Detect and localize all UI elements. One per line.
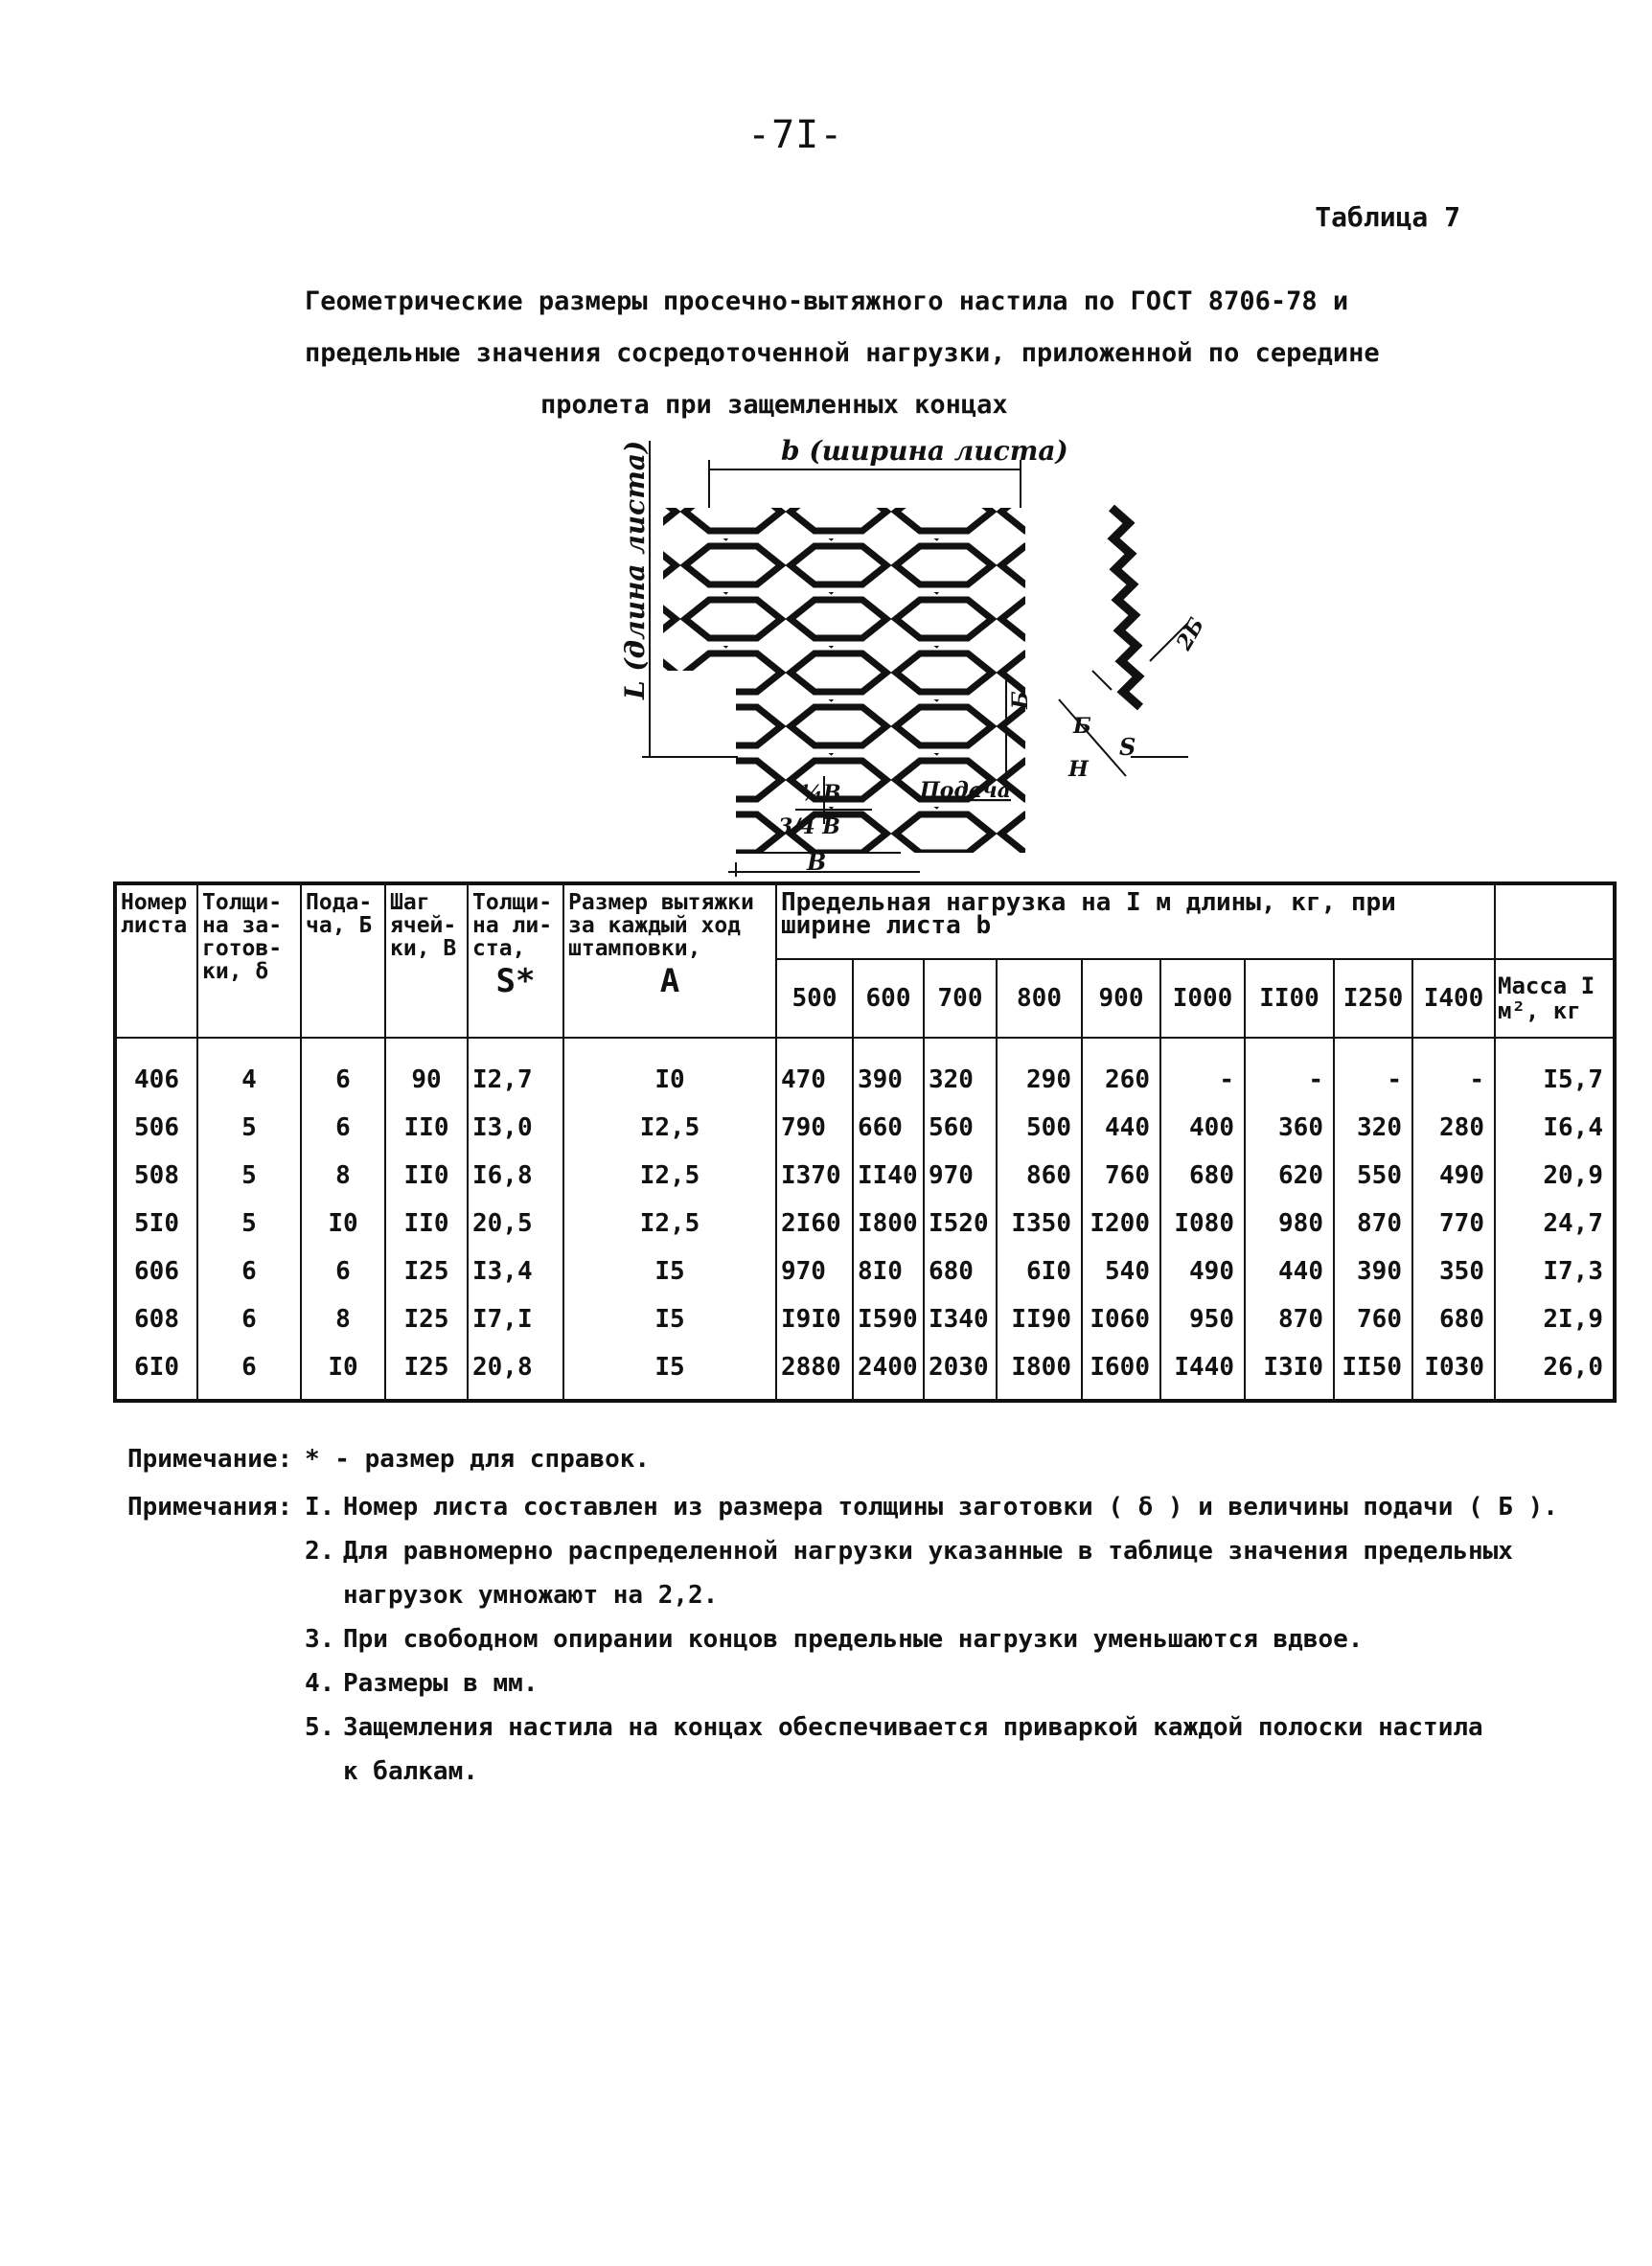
table-row — [115, 1104, 1615, 1152]
cell-load: 550 — [1334, 1152, 1412, 1200]
cell-cell-step: I25 — [385, 1295, 468, 1343]
cell-load: 8I0 — [853, 1247, 924, 1295]
cell-load: 390 — [853, 1038, 924, 1104]
note-label: Примечание: — [127, 1445, 293, 1474]
cell-load: 260 — [1082, 1038, 1160, 1104]
cell-load: 2400 — [853, 1343, 924, 1401]
notes — [127, 1437, 1565, 1794]
header-width-600: 600 — [853, 959, 924, 1038]
profile-b-label: Б — [1073, 714, 1091, 739]
cell-load: I520 — [924, 1200, 997, 1247]
cell-load: I370 — [776, 1152, 853, 1200]
table-row — [115, 1200, 1615, 1247]
cell-feed: 8 — [301, 1152, 385, 1200]
note-item-4 — [305, 1661, 1558, 1705]
header-width-900: 900 — [1082, 959, 1160, 1038]
cell-load: I3I0 — [1245, 1343, 1334, 1401]
cell-stretch-size: I2,5 — [563, 1200, 776, 1247]
cell-load: 500 — [997, 1104, 1082, 1152]
cell-load: - — [1160, 1038, 1245, 1104]
note-item-text: При свободном опирании концов предельные нагрузки уменьшаются вдвое. — [343, 1625, 1364, 1654]
cell-sheet-no: 5I0 — [115, 1200, 197, 1247]
cell-sheet-no: 508 — [115, 1152, 197, 1200]
table-title — [305, 276, 1378, 431]
cell-load: I800 — [853, 1200, 924, 1247]
header-width-1400: I400 — [1412, 959, 1495, 1038]
header-sheet-no: Номер листа — [115, 883, 197, 1038]
note-num: 4. — [305, 1669, 335, 1698]
step-label: B — [807, 848, 827, 876]
title-line-3: пролета при защемленных концах — [540, 390, 1008, 420]
note-item-5 — [305, 1705, 1558, 1750]
cell-load: 360 — [1245, 1104, 1334, 1152]
cell-load: 970 — [776, 1247, 853, 1295]
note-text: * - размер для справок. — [305, 1445, 651, 1474]
table-row — [115, 1295, 1615, 1343]
cell-stretch-size: I0 — [563, 1038, 776, 1104]
cell-thickness-blank: 4 — [197, 1038, 301, 1104]
note-reference — [127, 1437, 1565, 1481]
title-line-1: Геометрические размеры просечно-вытяжного настила по ГОСТ 8706-78 и — [305, 286, 1349, 316]
cell-sheet-no: 406 — [115, 1038, 197, 1104]
note-item-text: Защемления настила на концах обеспечивается приваркой каждой полоски настила — [343, 1713, 1483, 1742]
cell-load: 390 — [1334, 1247, 1412, 1295]
note-num: 5. — [305, 1713, 335, 1742]
three-quarter-step-label: 3/4 B — [778, 814, 840, 839]
cell-sheet-thickness: 20,8 — [468, 1343, 563, 1401]
feed-b-label: Б — [1008, 691, 1033, 709]
cell-load: 560 — [924, 1104, 997, 1152]
cell-load: 620 — [1245, 1152, 1334, 1200]
cell-stretch-size: I5 — [563, 1295, 776, 1343]
cell-mass: 2I,9 — [1495, 1295, 1615, 1343]
header-stretch-size — [563, 883, 776, 1038]
profile-2b-label: 2Б — [1171, 613, 1210, 654]
cell-load: 770 — [1412, 1200, 1495, 1247]
cell-sheet-thickness: 20,5 — [468, 1200, 563, 1247]
cell-sheet-no: 6I0 — [115, 1343, 197, 1401]
cell-load: 490 — [1412, 1152, 1495, 1200]
note-item-text: Размеры в мм. — [343, 1669, 539, 1698]
cell-load: I440 — [1160, 1343, 1245, 1401]
header-feed: Пода- ча, Б — [301, 883, 385, 1038]
cell-mass: I5,7 — [1495, 1038, 1615, 1104]
header-thickness-blank: Толщи- на за- готов- ки, δ — [197, 883, 301, 1038]
cell-cell-step: II0 — [385, 1200, 468, 1247]
cell-load: 680 — [1160, 1152, 1245, 1200]
cell-load: - — [1245, 1038, 1334, 1104]
cell-load: II40 — [853, 1152, 924, 1200]
note-num: 2. — [305, 1537, 335, 1566]
note-num: 3. — [305, 1625, 335, 1654]
cell-load: II50 — [1334, 1343, 1412, 1401]
header-width-700: 700 — [924, 959, 997, 1038]
cell-load: I350 — [997, 1200, 1082, 1247]
cell-thickness-blank: 6 — [197, 1295, 301, 1343]
cell-load: 680 — [924, 1247, 997, 1295]
page-number: -7I- — [747, 113, 844, 157]
drawing-svg — [575, 431, 1284, 881]
header-sheet-thickness-symbol: S* — [495, 962, 536, 1000]
header-sheet-thickness — [468, 883, 563, 1038]
cell-feed: 8 — [301, 1295, 385, 1343]
cell-load: 440 — [1082, 1104, 1160, 1152]
cell-feed: I0 — [301, 1343, 385, 1401]
cell-sheet-thickness: I3,0 — [468, 1104, 563, 1152]
cell-sheet-thickness: I7,I — [468, 1295, 563, 1343]
note-item-text: Для равномерно распределенной нагрузки указанные в таблице значения предельных — [343, 1537, 1513, 1566]
cell-thickness-blank: 6 — [197, 1343, 301, 1401]
header-width-500: 500 — [776, 959, 853, 1038]
cell-thickness-blank: 5 — [197, 1200, 301, 1247]
table-label: Таблица 7 — [1315, 201, 1460, 233]
cell-load: 660 — [853, 1104, 924, 1152]
cell-load: 470 — [776, 1038, 853, 1104]
cell-mass: 26,0 — [1495, 1343, 1615, 1401]
cell-load: 870 — [1245, 1295, 1334, 1343]
profile-s-label: S — [1119, 733, 1136, 761]
cell-load: - — [1412, 1038, 1495, 1104]
cell-thickness-blank: 5 — [197, 1104, 301, 1152]
cell-load: 970 — [924, 1152, 997, 1200]
header-mass-top — [1495, 883, 1615, 959]
cell-load: 320 — [1334, 1104, 1412, 1152]
cell-sheet-no: 608 — [115, 1295, 197, 1343]
note-item-2-cont: нагрузок умножают на 2,2. — [343, 1581, 719, 1610]
cell-load: 860 — [997, 1152, 1082, 1200]
note-item-3 — [305, 1617, 1558, 1661]
header-width-1000: I000 — [1160, 959, 1245, 1038]
side-profile — [1112, 508, 1140, 707]
length-label: L (длина листа) — [619, 440, 651, 699]
feed-label: Подача — [920, 778, 1011, 803]
cell-cell-step: 90 — [385, 1038, 468, 1104]
cell-load: 2030 — [924, 1343, 997, 1401]
cell-thickness-blank: 6 — [197, 1247, 301, 1295]
cell-load: 2880 — [776, 1343, 853, 1401]
profile-h-label: H — [1068, 757, 1089, 782]
table-row — [115, 1343, 1615, 1401]
expanded-metal-drawing — [575, 431, 1284, 881]
cell-sheet-thickness: I2,7 — [468, 1038, 563, 1104]
cell-load: 680 — [1412, 1295, 1495, 1343]
cell-stretch-size: I5 — [563, 1247, 776, 1295]
cell-load: 490 — [1160, 1247, 1245, 1295]
note-item-1 — [305, 1485, 1558, 1529]
cell-load: I600 — [1082, 1343, 1160, 1401]
cell-load: 2I60 — [776, 1200, 853, 1247]
quarter-step-label: ¼B — [801, 781, 841, 806]
table-body — [115, 1038, 1615, 1401]
cell-load: 790 — [776, 1104, 853, 1152]
note-item-2 — [305, 1529, 1558, 1573]
cell-load: 400 — [1160, 1104, 1245, 1152]
header-load-group: Предельная нагрузка на I м длины, кг, при ширине листа b — [776, 883, 1495, 959]
cell-load: I9I0 — [776, 1295, 853, 1343]
cell-thickness-blank: 5 — [197, 1152, 301, 1200]
load-table — [113, 881, 1617, 1403]
note-item-text: Номер листа составлен из размера толщины заготовки ( δ ) и величины подачи ( Б ). — [343, 1493, 1558, 1522]
header-sheet-thickness-text: Толщи- на ли- ста, — [472, 890, 553, 961]
title-line-2: предельные значения сосредоточенной нагрузки, приложенной по середине — [305, 338, 1380, 368]
cell-mass: I6,4 — [1495, 1104, 1615, 1152]
cell-load: II90 — [997, 1295, 1082, 1343]
cell-load: I080 — [1160, 1200, 1245, 1247]
cell-cell-step: II0 — [385, 1152, 468, 1200]
header-stretch-symbol: A — [659, 962, 680, 1000]
table-row — [115, 1038, 1615, 1104]
cell-sheet-no: 606 — [115, 1247, 197, 1295]
cell-load: 540 — [1082, 1247, 1160, 1295]
notes-items — [305, 1485, 1558, 1794]
notes-list — [127, 1485, 1565, 1794]
cell-load: - — [1334, 1038, 1412, 1104]
cell-mass: I7,3 — [1495, 1247, 1615, 1295]
cell-feed: I0 — [301, 1200, 385, 1247]
header-width-1100: II00 — [1245, 959, 1334, 1038]
cell-load: I060 — [1082, 1295, 1160, 1343]
cell-cell-step: I25 — [385, 1343, 468, 1401]
header-width-1250: I250 — [1334, 959, 1412, 1038]
cell-load: 870 — [1334, 1200, 1412, 1247]
cell-mass: 20,9 — [1495, 1152, 1615, 1200]
cell-load: 440 — [1245, 1247, 1334, 1295]
table-row — [115, 1247, 1615, 1295]
cell-cell-step: II0 — [385, 1104, 468, 1152]
cell-load: 760 — [1334, 1295, 1412, 1343]
cell-cell-step: I25 — [385, 1247, 468, 1295]
width-label: b (ширина листа) — [781, 435, 1068, 467]
cell-sheet-thickness: I6,8 — [468, 1152, 563, 1200]
cell-stretch-size: I2,5 — [563, 1104, 776, 1152]
cell-sheet-thickness: I3,4 — [468, 1247, 563, 1295]
cell-load: 350 — [1412, 1247, 1495, 1295]
cell-load: I800 — [997, 1343, 1082, 1401]
cell-feed: 6 — [301, 1247, 385, 1295]
note-num: I. — [305, 1493, 335, 1522]
cell-load: 980 — [1245, 1200, 1334, 1247]
header-stretch-size-text: Размер вытяжки за каждый ход штамповки, — [568, 890, 754, 961]
note-item-5-cont: к балкам. — [343, 1757, 478, 1786]
cell-load: 6I0 — [997, 1247, 1082, 1295]
header-cell-step: Шаг ячей- ки, В — [385, 883, 468, 1038]
cell-load: I030 — [1412, 1343, 1495, 1401]
header-mass: Масса I м², кг — [1495, 959, 1615, 1038]
cell-load: 290 — [997, 1038, 1082, 1104]
cell-load: 320 — [924, 1038, 997, 1104]
cell-feed: 6 — [301, 1104, 385, 1152]
cell-mass: 24,7 — [1495, 1200, 1615, 1247]
table-row — [115, 1152, 1615, 1200]
cell-sheet-no: 506 — [115, 1104, 197, 1152]
cell-load: 760 — [1082, 1152, 1160, 1200]
cell-load: I340 — [924, 1295, 997, 1343]
cell-load: 950 — [1160, 1295, 1245, 1343]
notes-label: Примечания: — [127, 1493, 293, 1522]
header-width-800: 800 — [997, 959, 1082, 1038]
cell-load: I200 — [1082, 1200, 1160, 1247]
cell-load: 280 — [1412, 1104, 1495, 1152]
cell-stretch-size: I5 — [563, 1343, 776, 1401]
cell-load: I590 — [853, 1295, 924, 1343]
cell-feed: 6 — [301, 1038, 385, 1104]
cell-stretch-size: I2,5 — [563, 1152, 776, 1200]
